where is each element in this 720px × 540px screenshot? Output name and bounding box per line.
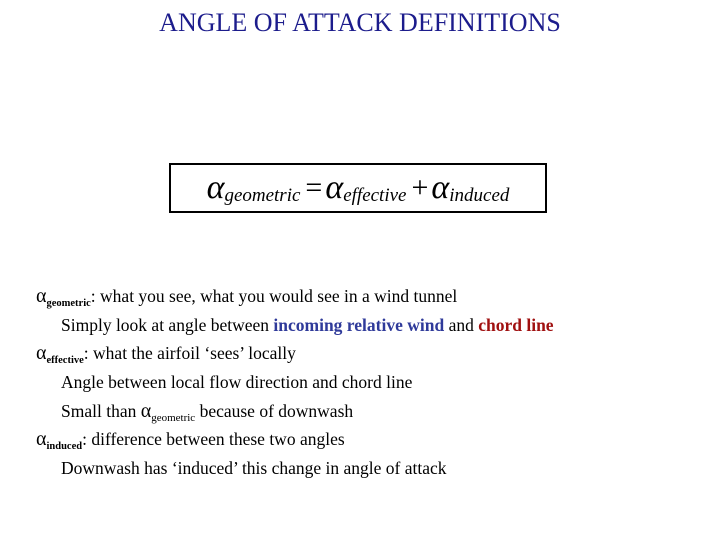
geometric-definition-text: : what you see, what you would see in a wind tunnel <box>90 286 458 306</box>
geometric-subscript: geometric <box>46 298 91 309</box>
equation-box <box>169 163 547 213</box>
effective-detail-suffix: because of downwash <box>195 400 354 421</box>
effective-subscript: effective <box>46 355 84 367</box>
chord-line-highlight: chord line <box>478 314 554 335</box>
effective-subscript: effective <box>343 185 407 206</box>
effective-detail-prefix: Small than <box>61 400 141 421</box>
induced-definition <box>36 425 716 454</box>
alpha-symbol: α <box>431 169 450 206</box>
alpha-symbol: α <box>140 399 152 422</box>
plus-sign: + <box>411 171 429 204</box>
slide-title: ANGLE OF ATTACK DEFINITIONS <box>159 8 561 37</box>
induced-subscript: induced <box>449 185 510 206</box>
alpha-symbol: α <box>206 169 225 206</box>
induced-definition-text: : difference between these two angles <box>82 429 345 450</box>
geometric-detail <box>36 311 716 340</box>
geometric-subscript: geometric <box>224 185 301 206</box>
effective-definition-text: : what the airfoil ‘sees’ locally <box>83 343 296 364</box>
alpha-symbol: α <box>36 342 47 365</box>
geometric-definition <box>36 282 716 311</box>
effective-detail-2 <box>36 397 716 426</box>
effective-definition <box>36 339 716 368</box>
equals-sign: = <box>305 171 323 204</box>
effective-detail-1: Angle between local flow direction and chord line <box>61 372 413 393</box>
alpha-symbol: α <box>36 428 47 451</box>
alpha-symbol: α <box>36 285 47 307</box>
induced-detail: Downwash has ‘induced’ this change in angle of attack <box>61 458 447 479</box>
definitions-list <box>36 282 716 483</box>
geometric-subscript: geometric <box>151 411 196 424</box>
geometric-detail-middle: and <box>444 314 479 335</box>
induced-subscript: induced <box>46 441 83 453</box>
alpha-symbol: α <box>325 169 344 206</box>
incoming-relative-wind-highlight: incoming relative wind <box>273 314 445 335</box>
geometric-detail-prefix: Simply look at angle between <box>61 314 274 335</box>
